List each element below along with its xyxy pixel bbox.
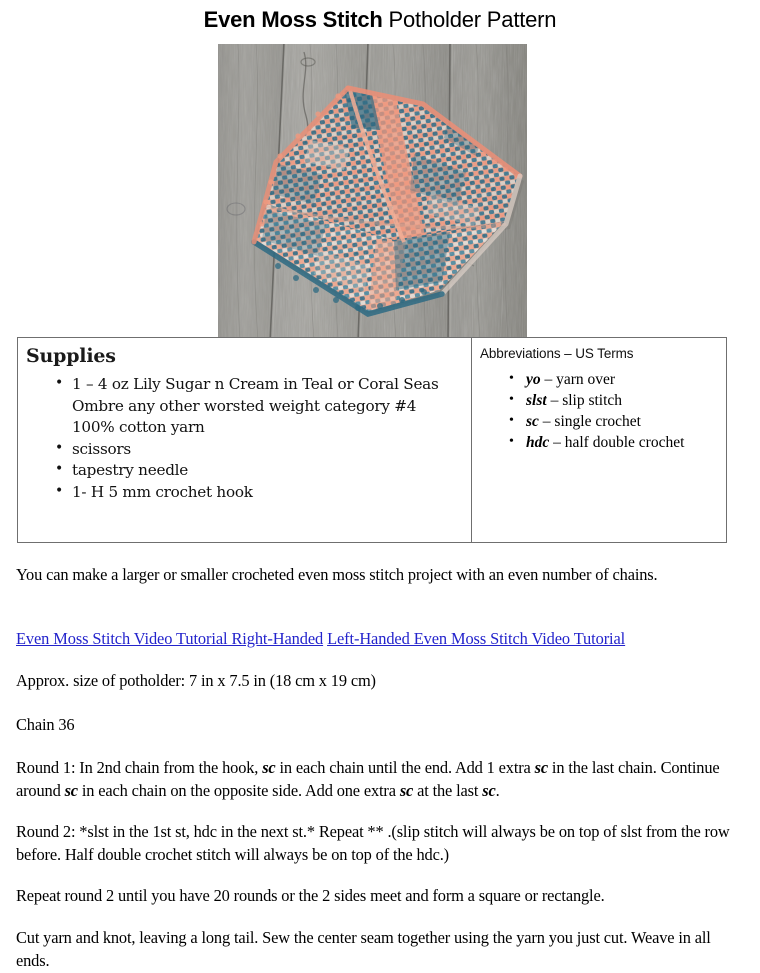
intro-paragraph: You can make a larger or smaller crocheted even moss stitch project with an even number of chains. bbox=[16, 565, 658, 584]
abbr-definition: – yarn over bbox=[540, 371, 616, 388]
abbreviations-list bbox=[480, 369, 718, 453]
round1-seg5: at the last bbox=[413, 780, 483, 800]
page-title-bold: Even Moss Stitch bbox=[203, 7, 383, 32]
abbr-term: slst bbox=[526, 392, 547, 409]
list-item: • tapestry needle bbox=[72, 460, 463, 482]
round1-seg1: Round 1: In 2nd chain from the hook, bbox=[16, 758, 263, 777]
potholder-photo-illustration bbox=[218, 44, 527, 341]
round1-seg4: in each chain on the opposite side. Add one extra bbox=[77, 780, 400, 800]
size-note: Approx. size of potholder: 7 in x 7.5 in (18 cm x 19 cm) bbox=[16, 671, 376, 690]
supplies-list bbox=[26, 374, 463, 503]
abbreviations-cell bbox=[472, 338, 727, 543]
abbr-definition: – slip stitch bbox=[546, 392, 623, 409]
page-title bbox=[0, 6, 760, 34]
list-item: • 1 – 4 oz Lily Sugar n Cream in Teal or Coral Seas Ombre any other worsted weight category #4 100% cotton yarn bbox=[72, 374, 463, 439]
list-item bbox=[526, 390, 718, 411]
list-item: • scissors bbox=[72, 439, 463, 461]
potholder-photo bbox=[218, 44, 527, 341]
round1-abbr1: sc bbox=[262, 758, 276, 777]
abbr-definition: – half double crochet bbox=[549, 434, 685, 451]
supplies-heading: Supplies bbox=[26, 345, 116, 367]
round1-abbr5: sc bbox=[482, 780, 496, 800]
round-1-instruction bbox=[16, 757, 731, 802]
round1-seg6: . bbox=[495, 780, 500, 800]
list-item bbox=[526, 432, 718, 453]
finishing-instruction: Cut yarn and knot, leaving a long tail. Sew the center seam together using the yarn you just cut. Weave in all ends. bbox=[16, 928, 711, 970]
round1-seg2: in each chain until the end. Add 1 extra bbox=[275, 758, 535, 777]
list-item bbox=[526, 369, 718, 390]
abbr-definition: – single crochet bbox=[538, 413, 641, 430]
repeat-instruction: Repeat round 2 until you have 20 rounds or the 2 sides meet and form a square or rectangle. bbox=[16, 886, 605, 905]
round1-abbr4: sc bbox=[399, 780, 414, 800]
page-title-regular: Potholder Pattern bbox=[382, 7, 557, 32]
link-left-handed-tutorial[interactable]: Left-Handed Even Moss Stitch Video Tutorial bbox=[327, 629, 626, 648]
round1-abbr3: sc bbox=[64, 780, 78, 800]
supplies-abbreviations-table bbox=[17, 337, 727, 543]
table-row bbox=[18, 338, 727, 543]
list-item: • 1- H 5 mm crochet hook bbox=[72, 482, 463, 504]
link-right-handed-tutorial[interactable]: Even Moss Stitch Video Tutorial Right-Handed bbox=[16, 629, 324, 648]
video-links-paragraph bbox=[16, 628, 746, 651]
abbreviations-heading: Abbreviations – US Terms bbox=[480, 346, 634, 361]
supplies-cell bbox=[18, 338, 472, 543]
abbr-term: yo bbox=[526, 371, 541, 388]
round-2-instruction: Round 2: *slst in the 1st st, hdc in the next st.* Repeat ** .(slip stitch will always be on top of slst from the row before. Half double crochet stitch will always be on top of the hdc.) bbox=[16, 822, 730, 864]
round1-abbr2: sc bbox=[534, 758, 548, 777]
abbr-term: hdc bbox=[526, 434, 550, 451]
abbr-term: sc bbox=[526, 413, 539, 430]
list-item bbox=[526, 411, 718, 432]
round1-seg3: in the last chain. Continue around bbox=[16, 758, 720, 800]
chain-instruction: Chain 36 bbox=[16, 715, 75, 734]
